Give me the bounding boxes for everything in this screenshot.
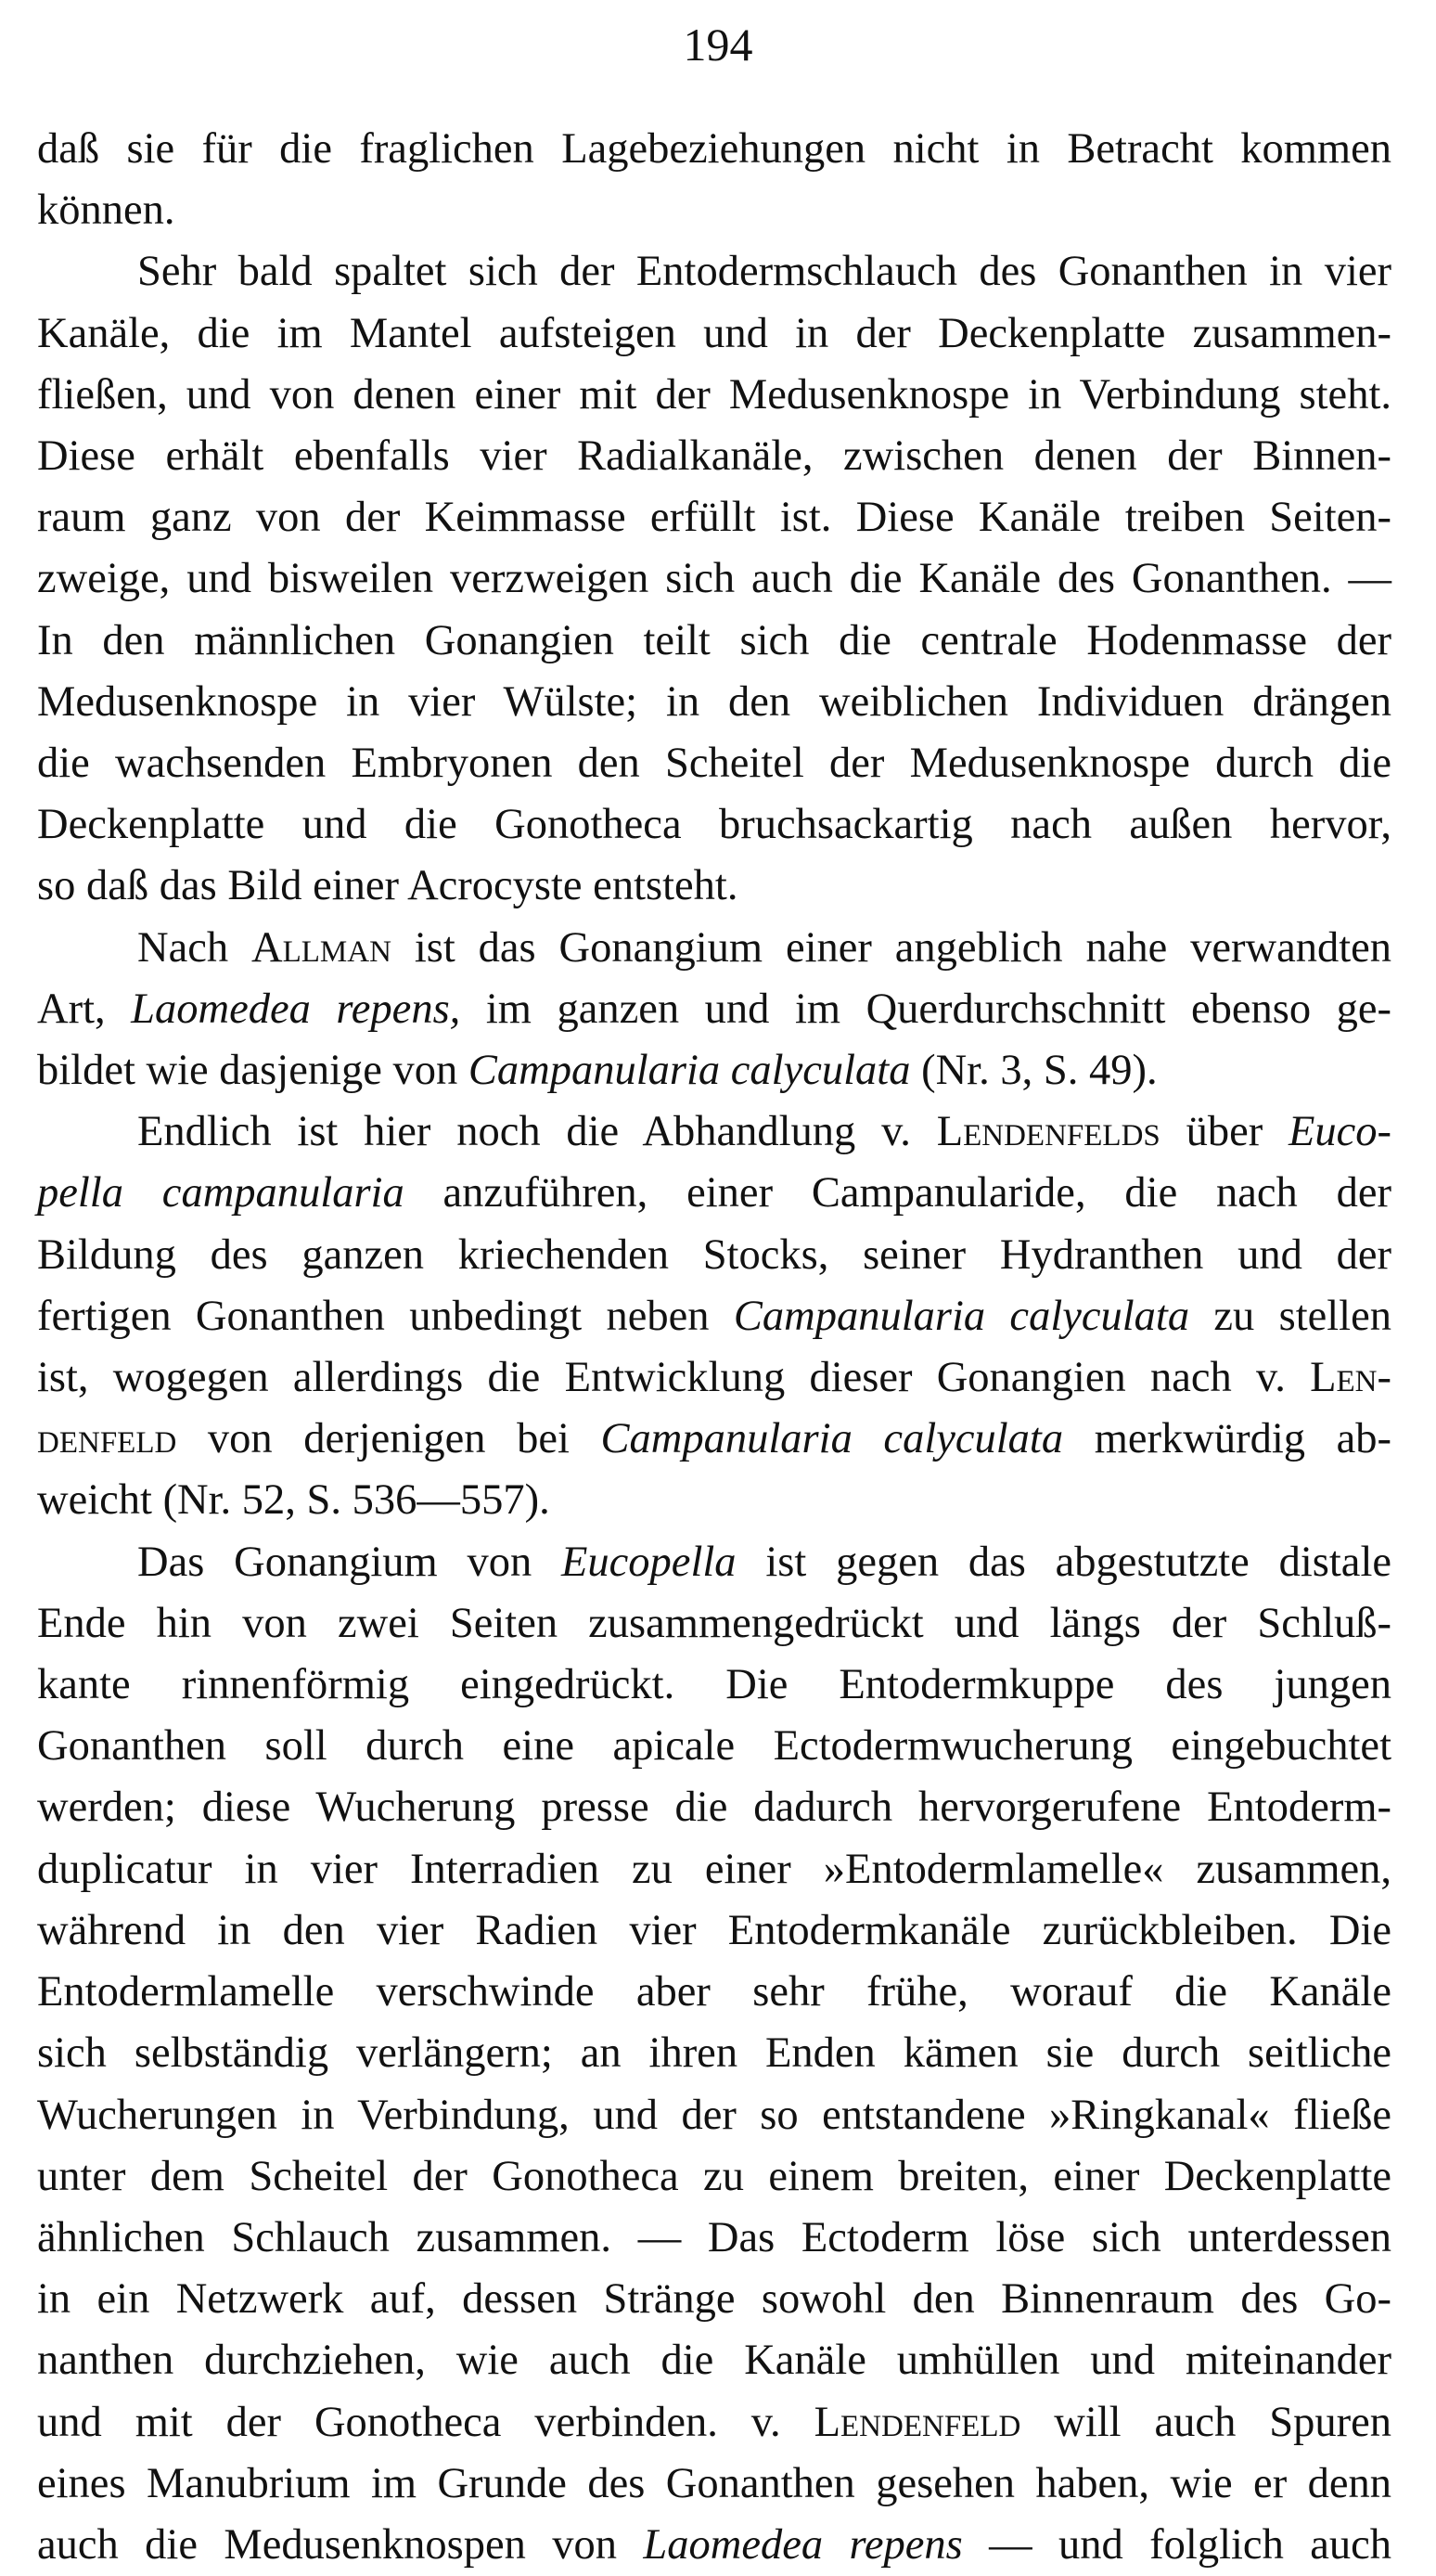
text-line <box>37 1532 1391 1593</box>
species-name: pella campanularia <box>37 1169 404 1217</box>
author-name: Lendenfelds <box>936 1108 1160 1156</box>
text-line <box>37 1347 1391 1409</box>
text-line <box>37 1286 1391 1347</box>
text-line: weicht (Nr. 52, S. 536—557). <box>37 1476 550 1525</box>
text-run: ist gegen das abgestutzte distale <box>736 1538 1391 1586</box>
text-run: ist das Gonangium einer angeblich nahe verwandten <box>391 923 1392 972</box>
text-line <box>37 1163 1391 1224</box>
species-name: Eucopella <box>561 1538 737 1586</box>
text-run: im ganzen und im Querdurchschnitt ebenso ge- <box>460 985 1391 1033</box>
text-run: von derjenigen bei <box>176 1415 601 1463</box>
text-line: die wachsenden Embryonen den Scheitel der Medusenknospe durch die <box>37 740 1391 788</box>
text-line: daß sie für die fraglichen Lagebeziehungen nicht in Betracht kommen <box>37 125 1391 173</box>
text-line: fließen, und von denen einer mit der Medusenknospe in Verbindung steht. <box>37 370 1391 419</box>
text-line <box>37 2515 1391 2576</box>
text-run: bildet wie dasjenige von <box>37 1047 468 1095</box>
species-name: Laomedea repens <box>643 2520 963 2569</box>
text-run: Art, <box>37 985 132 1033</box>
text-line: Gonanthen soll durch eine apicale Ectodermwucherung eingebuchtet <box>37 1722 1391 1771</box>
species-name: Campanularia calyculata <box>600 1415 1064 1463</box>
text-run: fertigen Gonanthen unbedingt neben <box>37 1292 734 1340</box>
text-line: eines Manubrium im Grunde des Gonanthen gesehen haben, wie er denn <box>37 2459 1391 2507</box>
text-line: In den männlichen Gonangien teilt sich die centrale Hodenmasse der <box>37 616 1391 664</box>
text-run: zu stellen <box>1189 1292 1391 1340</box>
species-name: Campanularia calyculata <box>468 1047 911 1095</box>
text-line <box>37 979 1391 1040</box>
species-name: Campanularia calyculata <box>733 1292 1190 1340</box>
text-line: so daß das Bild einer Acrocyste entsteht. <box>37 862 738 910</box>
text-line: duplicatur in vier Interradien zu einer »Entodermlamelle« zusammen, <box>37 1845 1391 1893</box>
text-line <box>37 1409 1391 1470</box>
text-line: Kanäle, die im Mantel aufsteigen und in der Deckenplatte zusammen- <box>37 309 1391 357</box>
species-name: Euco- <box>1288 1108 1391 1156</box>
text-line: Deckenplatte und die Gonotheca bruchsackartig nach außen hervor, <box>37 801 1391 849</box>
author-name: Len- <box>1310 1354 1391 1402</box>
text-line: werden; diese Wucherung presse die dadurch hervorgerufene Entoderm- <box>37 1784 1391 1832</box>
text-line: unter dem Scheitel der Gonotheca zu einem breiten, einer Deckenplatte <box>37 2152 1391 2200</box>
text-run: und mit der Gonotheca verbinden. v. <box>37 2398 814 2446</box>
text-line: kante rinnenförmig eingedrückt. Die Entodermkuppe des jungen <box>37 1661 1391 1709</box>
text-line: nanthen durchziehen, wie auch die Kanäle umhüllen und miteinander <box>37 2337 1391 2385</box>
text-line: Entodermlamelle verschwinde aber sehr frühe, worauf die Kanäle <box>37 1968 1391 2016</box>
page-number: 194 <box>683 19 753 71</box>
text-line <box>37 2392 1391 2454</box>
species-name: Laomedea repens, <box>131 985 461 1033</box>
text-run: merkwürdig ab- <box>1063 1415 1391 1463</box>
text-run: ist, wogegen allerdings die Entwicklung dieser Gonangien nach v. <box>37 1354 1311 1402</box>
text-run: will auch Spuren <box>1020 2398 1391 2446</box>
text-line: während in den vier Radien vier Entodermkanäle zurückbleiben. Die <box>37 1906 1391 1954</box>
author-name: denfeld <box>37 1415 177 1463</box>
text-line: zweige, und bisweilen verzweigen sich auch die Kanäle des Gonanthen. — <box>37 555 1391 603</box>
text-line: raum ganz von der Keimmasse erfüllt ist. Diese Kanäle treiben Seiten- <box>37 494 1391 542</box>
text-line: in ein Netzwerk auf, dessen Stränge sowohl den Binnenraum des Go- <box>37 2275 1391 2324</box>
text-run: (Nr. 3, S. 49). <box>910 1047 1158 1095</box>
text-run: anzuführen, einer Campanularide, die nach der <box>404 1169 1392 1217</box>
text-line <box>37 1040 1391 1101</box>
text-run: Nach <box>137 923 252 972</box>
body-text <box>37 119 1391 2576</box>
text-line <box>37 918 1391 979</box>
text-line: Ende hin von zwei Seiten zusammengedrückt und längs der Schluß- <box>37 1599 1391 1647</box>
text-run: über <box>1160 1108 1289 1156</box>
author-name: Allman <box>251 923 391 972</box>
text-line <box>37 1101 1391 1163</box>
text-run: Endlich ist hier noch die Abhandlung v. <box>137 1108 937 1156</box>
text-line: Wucherungen in Verbindung, und der so entstandene »Ringkanal« fließe <box>37 2091 1391 2139</box>
text-line: können. <box>37 187 175 235</box>
text-line: Diese erhält ebenfalls vier Radialkanäle, zwischen denen der Binnen- <box>37 432 1391 481</box>
text-run: Das Gonangium von <box>137 1538 562 1586</box>
text-run: auch die Medusenknospen von <box>37 2520 644 2569</box>
text-line: Sehr bald spaltet sich der Entodermschlauch des Gonanthen in vier <box>137 248 1391 296</box>
text-line: sich selbständig verlängern; an ihren Enden kämen sie durch seitliche <box>37 2029 1391 2078</box>
text-line: Bildung des ganzen kriechenden Stocks, seiner Hydranthen und der <box>37 1230 1391 1279</box>
text-line: ähnlichen Schlauch zusammen. — Das Ectoderm löse sich unterdessen <box>37 2213 1391 2261</box>
text-run: — und folglich auch <box>962 2520 1391 2569</box>
text-line: Medusenknospe in vier Wülste; in den weiblichen Individuen drängen <box>37 677 1391 726</box>
author-name: Lendenfeld <box>814 2398 1021 2446</box>
